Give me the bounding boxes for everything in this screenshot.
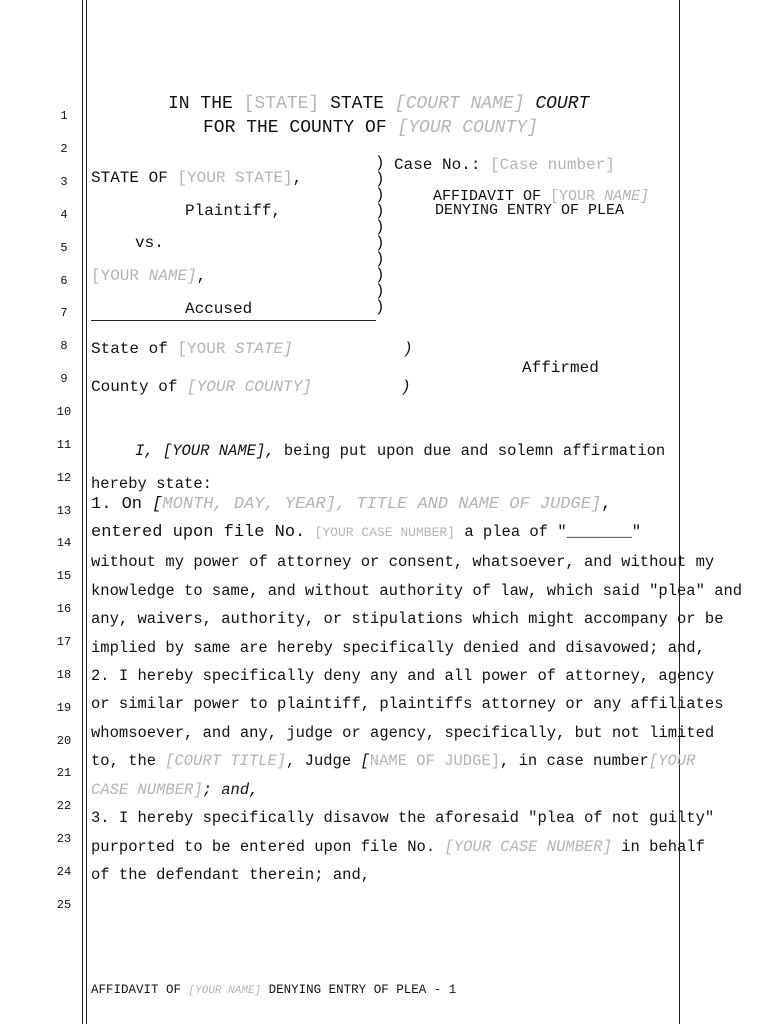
paragraph-2-line-5 xyxy=(91,781,258,799)
p2-court-title-placeholder: [COURT TITLE] xyxy=(165,752,287,770)
caption-underline xyxy=(91,320,376,321)
line-number: 4 xyxy=(60,208,68,222)
paren: ) xyxy=(375,282,385,300)
caption-state: STATE xyxy=(330,94,385,114)
line-number: 24 xyxy=(56,865,72,879)
paren: ) xyxy=(375,170,385,188)
p1-case-placeholder: [YOUR CASE NUMBER] xyxy=(314,525,455,540)
paragraph-3-line-2 xyxy=(91,838,705,856)
paragraph-2-line-4 xyxy=(91,752,695,770)
venue-state-ph-b: STATE] xyxy=(235,340,293,358)
affidavit-name-ph-a: [YOUR xyxy=(550,188,596,205)
paragraph-1-line-5: any, waivers, authority, or stipulations which might accompany or be xyxy=(91,610,724,628)
court-caption-line-2 xyxy=(203,118,538,138)
left-margin-rule-inner xyxy=(86,0,87,1024)
intro-name: I, [YOUR NAME], xyxy=(135,442,275,460)
venue-state xyxy=(91,340,293,358)
paren: ) xyxy=(375,202,385,220)
paragraph-1-line-2 xyxy=(91,523,641,542)
right-margin-rule xyxy=(679,0,680,1024)
paragraph-2-line-2: or similar power to plaintiff, plaintiffs attorney or any affiliates xyxy=(91,695,724,713)
p2-bracket: [ xyxy=(360,752,370,770)
line-number: 19 xyxy=(56,701,72,715)
your-state-placeholder: [YOUR STATE] xyxy=(177,169,293,187)
p2-case: , in case number xyxy=(500,752,649,770)
venue-paren-1: ) xyxy=(403,340,413,358)
caption-court-name-placeholder: [COURT NAME] xyxy=(394,94,525,114)
paragraph-3-line-3: of the defendant therein; and, xyxy=(91,866,371,884)
affidavit-subtitle: DENYING ENTRY OF PLEA xyxy=(435,202,625,219)
p1-number: 1. On xyxy=(91,495,143,514)
paragraph-1-line-4: knowledge to same, and without authority of law, which said "plea" and xyxy=(91,582,743,600)
line-number: 13 xyxy=(56,504,72,518)
venue-county-placeholder: [YOUR COUNTY] xyxy=(187,378,312,396)
line-number: 1 xyxy=(60,109,68,123)
left-margin-rule-outer xyxy=(82,0,83,1024)
p1-plea: a plea of "_______" xyxy=(464,523,642,541)
paren: ) xyxy=(375,154,385,172)
state-comma: , xyxy=(292,169,303,187)
footer-name-placeholder: [YOUR NAME] xyxy=(188,985,262,997)
line-number: 2 xyxy=(60,142,68,156)
line-number: 25 xyxy=(56,898,72,912)
paragraph-3-line-1: 3. I hereby specifically disavow the aforesaid "plea of not guilty" xyxy=(91,809,715,827)
accused-comma: , xyxy=(196,267,207,285)
footer-affidavit-of: AFFIDAVIT OF xyxy=(91,983,182,997)
caption-state-placeholder: [STATE] xyxy=(243,94,320,114)
paragraph-1-line-1 xyxy=(91,495,611,514)
state-of-party xyxy=(91,169,302,187)
line-number: 6 xyxy=(60,274,68,288)
line-number: 7 xyxy=(60,306,68,320)
caption-county-placeholder: [YOUR COUNTY] xyxy=(397,118,538,138)
line-number: 22 xyxy=(56,799,72,813)
vs-label: vs. xyxy=(135,234,164,252)
paren: ) xyxy=(375,250,385,268)
line-number: 23 xyxy=(56,832,72,846)
line-number: 18 xyxy=(56,668,72,682)
case-number-placeholder: [Case number] xyxy=(490,156,615,174)
caption-in-the: IN THE xyxy=(168,94,233,114)
caption-county-of: FOR THE COUNTY OF xyxy=(203,118,387,138)
paren: ) xyxy=(375,298,385,316)
p2-to-the: to, the xyxy=(91,752,157,770)
p1-entered: entered upon file No. xyxy=(91,523,306,542)
line-number: 10 xyxy=(56,405,72,419)
venue-state-placeholder xyxy=(177,340,292,358)
paragraph-1-line-6: implied by same are hereby specifically denied and disavowed; and, xyxy=(91,639,705,657)
p3-text-a: purported to be entered upon file No. xyxy=(91,838,436,856)
p2-case-placeholder-a: [YOUR xyxy=(648,752,696,770)
venue-paren-2: ) xyxy=(401,378,411,396)
venue-county-of: County of xyxy=(91,378,178,396)
your-name-placeholder xyxy=(91,267,197,285)
line-number: 11 xyxy=(56,438,72,452)
line-number: 14 xyxy=(56,536,72,550)
venue-county xyxy=(91,378,312,396)
page-footer xyxy=(91,983,456,997)
accused-name xyxy=(91,267,206,285)
line-number: 17 xyxy=(56,635,72,649)
line-number: 15 xyxy=(56,569,72,583)
affirmed-label: Affirmed xyxy=(522,359,599,377)
p1-date-judge-placeholder: MONTH, DAY, YEAR], TITLE AND NAME OF JUDGE] xyxy=(162,495,602,514)
venue-state-ph-a: [YOUR xyxy=(177,340,226,358)
line-number: 3 xyxy=(60,175,68,189)
intro-rest: being put upon due and solemn affirmation xyxy=(283,442,666,460)
court-caption-line-1 xyxy=(168,94,589,114)
p1-bracket: [ xyxy=(152,495,163,514)
line-number: 16 xyxy=(56,602,72,616)
p2-judge-placeholder: NAME OF JUDGE] xyxy=(369,752,501,770)
your-name-ph-b: NAME] xyxy=(148,267,197,285)
paren: ) xyxy=(375,218,385,236)
venue-state-of: State of xyxy=(91,340,168,358)
p3-text-b: in behalf xyxy=(621,838,705,856)
case-no-label: Case No.: xyxy=(394,156,481,174)
p1-comma: , xyxy=(601,495,612,514)
line-number: 21 xyxy=(56,766,72,780)
affidavit-of: AFFIDAVIT OF xyxy=(433,188,542,205)
line-number: 5 xyxy=(60,241,68,255)
line-number: 8 xyxy=(60,339,68,353)
plaintiff-label: Plaintiff, xyxy=(185,202,282,220)
paragraph-2-line-3: whomsoever, and any, judge or agency, specifically, but not limited xyxy=(91,724,715,742)
line-number: 20 xyxy=(56,734,72,748)
case-number xyxy=(394,156,615,174)
intro-line xyxy=(135,442,665,460)
line-number: 9 xyxy=(60,372,68,386)
paragraph-2-line-1: 2. I hereby specifically deny any and all power of attorney, agency xyxy=(91,667,715,685)
paren: ) xyxy=(375,234,385,252)
p2-end: ; and, xyxy=(202,781,259,799)
line-number: 12 xyxy=(56,471,72,485)
footer-rest: DENYING ENTRY OF PLEA - 1 xyxy=(268,983,457,997)
caption-court: COURT xyxy=(535,94,590,114)
state-of-label: STATE OF xyxy=(91,169,168,187)
p2-case-placeholder-b: CASE NUMBER] xyxy=(91,781,203,799)
your-name-ph-a: [YOUR xyxy=(91,267,140,285)
p3-case-placeholder: [YOUR CASE NUMBER] xyxy=(444,838,612,856)
paren: ) xyxy=(375,186,385,204)
p2-judge: , Judge xyxy=(286,752,352,770)
hereby-state: hereby state: xyxy=(91,475,212,493)
paren: ) xyxy=(375,266,385,284)
accused-label: Accused xyxy=(185,300,253,318)
paragraph-1-line-3: without my power of attorney or consent, whatsoever, and without my xyxy=(91,553,715,571)
affidavit-name-ph-b: NAME] xyxy=(604,188,650,205)
